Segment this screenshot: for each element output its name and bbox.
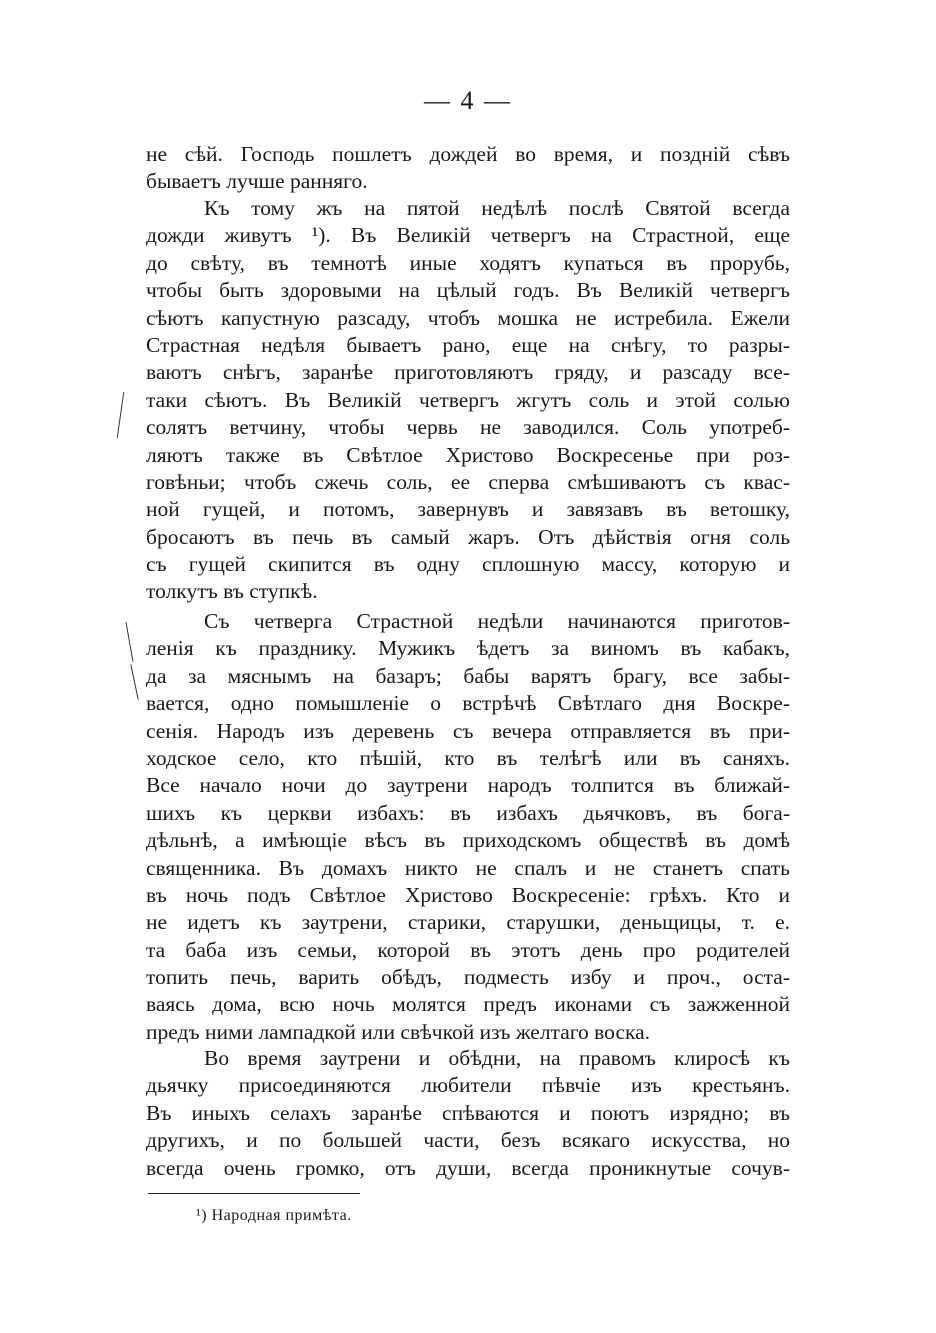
text-line: съ гущей скипится въ одну сплошную массу, которую и — [146, 552, 790, 577]
text-line: ваясь дома, всю ночь молятся предъ иконами съ зажженной — [146, 992, 790, 1017]
paragraph-4 — [146, 1045, 790, 1182]
text-line: топить печь, варить обѣдъ, подместь избу и проч., оста- — [146, 965, 790, 990]
text-line: Все начало ночи до заутрени народъ толпится въ ближай- — [146, 773, 790, 798]
footnote-divider — [148, 1193, 360, 1194]
text-line: солятъ ветчину, чтобы червь не заводился. Соль употреб- — [146, 415, 790, 440]
margin-pencil-mark — [126, 622, 134, 662]
text-line: сенія. Народъ изъ деревень съ вечера отправляется въ при- — [146, 718, 790, 743]
text-line: предъ ними лампадкой или свѣчкой изъ желтаго воска. — [146, 1019, 651, 1044]
text-line: всегда очень громко, отъ души, всегда проникнутые сочув- — [146, 1155, 790, 1180]
text-line: чтобы быть здоровыми на цѣлый годъ. Въ Великій четвергъ — [146, 278, 790, 303]
text-line: ной гущей, и потомъ, завернувъ и завязавъ въ ветошку, — [146, 497, 790, 522]
text-line: бываетъ лучше ранняго. — [146, 169, 368, 194]
text-line: Страстная недѣля бываетъ рано, еще на снѣгу, то разры- — [146, 332, 790, 357]
text-line: таки сѣютъ. Въ Великій четвергъ жгутъ соль и этой солью — [146, 387, 790, 412]
text-line: ваютъ снѣгъ, заранѣе приготовляютъ гряду, и разсаду все- — [146, 360, 790, 385]
text-line: въ ночь подъ Свѣтлое Христово Воскресеніе: грѣхъ. Кто и — [146, 882, 790, 907]
margin-pencil-mark — [117, 392, 124, 438]
text-line: ляютъ также въ Свѣтлое Христово Воскресенье при роз- — [146, 442, 790, 467]
text-line: не сѣй. Господь пошлетъ дождей во время, и поздній сѣвъ — [146, 142, 790, 166]
paragraph-3 — [146, 608, 790, 1046]
margin-pencil-mark — [130, 664, 138, 699]
text-line: та баба изъ семьи, которой въ этотъ день про родителей — [146, 937, 790, 962]
text-line: шихъ къ церкви избахъ: въ избахъ дьячковъ, въ бога- — [146, 800, 790, 825]
page-number: — 4 — — [424, 86, 512, 115]
text-line: священника. Въ домахъ никто не спалъ и не станетъ спать — [146, 855, 790, 880]
text-line: толкутъ въ ступкѣ. — [146, 579, 318, 604]
text-line: другихъ, и по большей части, безъ всякаго искусства, но — [146, 1128, 790, 1153]
text-line: сѣютъ капустную разсаду, чтобъ мошка не истребила. Ежели — [146, 305, 790, 330]
text-line: Во время заутрени и обѣдни, на правомъ клиросѣ къ — [204, 1046, 790, 1070]
text-line: бросаютъ въ печь въ самый жаръ. Отъ дѣйствія огня соль — [146, 524, 790, 549]
text-line: до свѣту, въ темнотѣ иные ходятъ купаться въ прорубь, — [146, 250, 790, 275]
text-line: вается, одно помышленіе о встрѣчѣ Свѣтлаго дня Воскре- — [146, 691, 790, 716]
text-line: дѣльнѣ, а имѣющіе вѣсъ въ приходскомъ обществѣ въ домѣ — [146, 828, 790, 853]
paragraph-1 — [146, 141, 790, 196]
text-line: не идетъ къ заутрени, старики, старушки, деньщицы, т. е. — [146, 910, 790, 935]
text-line: дожди живутъ ¹). Въ Великій четвергъ на Страстной, еще — [146, 223, 790, 248]
footnote: ¹) Народная примѣта. — [196, 1207, 352, 1224]
text-line: ходское село, кто пѣшій, кто въ телѣгѣ или въ саняхъ. — [146, 745, 790, 770]
text-line: говѣньи; чтобъ сжечь соль, ее сперва смѣшиваютъ съ квас- — [146, 469, 790, 494]
paragraph-2 — [146, 195, 790, 606]
text-line: дьячку присоединяются любители пѣвчіе изъ крестьянъ. — [146, 1073, 790, 1098]
text-line: Къ тому жъ на пятой недѣлѣ послѣ Святой всегда — [204, 196, 790, 220]
text-line: да за мяснымъ на базаръ; бабы варятъ брагу, все забы- — [146, 663, 790, 688]
text-line: Въ иныхъ селахъ заранѣе спѣваются и поютъ изрядно; въ — [146, 1100, 790, 1125]
text-line: Съ четверга Страстной недѣли начинаются приготов- — [204, 609, 790, 633]
text-line: ленія къ празднику. Мужикъ ѣдетъ за виномъ въ кабакъ, — [146, 636, 790, 661]
